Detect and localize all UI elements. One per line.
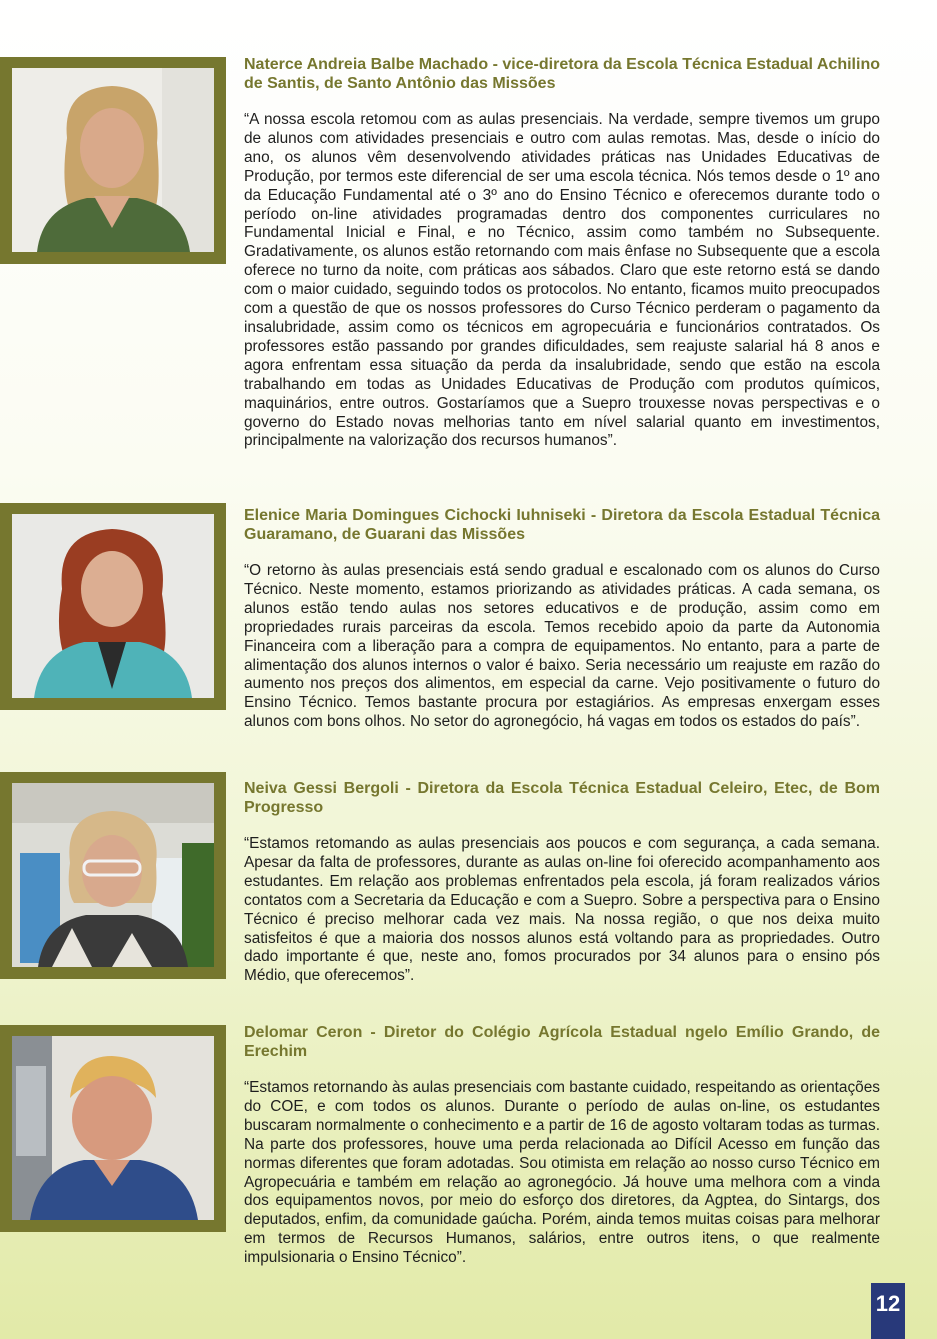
page-number-badge: 12 (871, 1283, 905, 1339)
portrait-photo-2 (12, 514, 214, 698)
photo-frame-3 (0, 772, 226, 979)
interview-quote: “Estamos retomando as aulas presenciais aos poucos e com segurança, a cada semana. Apesar da falta de professores, durante as aulas on-line foi oferecido acompanhamento aos estudantes. Em relação aos problemas enfrentados pela escola, já foram realizados vários contatos com a Secretaria da Educação e com a Suepro. Sobre a perspectiva para o Ensino Técnico é preciso melhorar cada vez mais. Na nossa região, o que nos deixa muito satisfeitos é que a maioria dos nossos alunos está voltando para as propriedades. Outro dado importante é que, neste ano, fomos procurados por 34 alunos para o ensino pós Médio, que oferecemos”. (244, 835, 880, 985)
interview-quote: “O retorno às aulas presenciais está sendo gradual e escalonado com os alunos do Curso Técnico. Neste momento, estamos priorizando as atividades práticas. A cada semana, os alunos estão tendo aulas nos setores educativos e de produção, assim como em propriedades rurais parceiras da escola. Temos recebido apoio da parte da Autonomia Financeira com a liberação para a compra de equipamentos. No entanto, para a parte de alimentação dos alunos internos o valor é baixo. Seria necessário um reajuste em razão do aumento nos preços dos alimentos, em especial da carne. Vejo positivamente o futuro do Ensino Técnico. Temos bastante procura por estagiários. As empresas enxergam esses alunos com bons olhos. No setor do agronegócio, há vagas em todos os estados do país”. (244, 562, 880, 731)
interviewee-name-title: Neiva Gessi Bergoli - Diretora da Escola Técnica Estadual Celeiro, Etec, de Bom Progresso (244, 780, 880, 816)
interviewee-name-title: Naterce Andreia Balbe Machado - vice-diretora da Escola Técnica Estadual Achilino de Santis, de Santo Antônio das Missões (244, 56, 880, 92)
entry-text-1 (244, 55, 880, 451)
portrait-photo-1 (12, 68, 214, 252)
interviewee-name-title: Delomar Ceron - Diretor do Colégio Agrícola Estadual ngelo Emílio Grando, de Erechim (244, 1024, 880, 1060)
entry-text-3 (244, 779, 880, 986)
entry-text-2 (244, 506, 880, 732)
entry-text-4 (244, 1023, 880, 1268)
interview-quote: “A nossa escola retomou com as aulas presenciais. Na verdade, sempre tivemos um grupo de alunos com atividades presenciais e outro com aulas remotas. Mas, desde o início do ano, os alunos vêm desenvolvendo atividades práticas nas Unidades Educativas de Produção, por termos este diferencial de ser uma escola técnica. Nós temos desde o 1º ano da Educação Fundamental até o 3º ano do Ensino Técnico e oferecemos durante todo o período on-line atividades programadas dentro dos componentes curriculares no Fundamental Inicial e Final, e no Técnico, assim como também no Subsequente. Gradativamente, os alunos estão retornando com mais ênfase no Subsequente que a escola oferece no turno da noite, com práticas aos sábados. Claro que este retorno está se dando com o maior cuidado, seguindo todos os protocolos. No entanto, ficamos muito preocupados com a questão de que os nossos professores do Curso Técnico perderam o pagamento da insalubridade, assim como os técnicos em agropecuária e funcionários contratados. Os professores estão passando por grandes dificuldades, sem reajuste salarial há 8 anos e agora enfrentam essa situação da perda da insalubridade, sendo que estão na escola trabalhando em todas as Unidades Educativas de Produção com produtos químicos, maquinários, entre outros. Gostaríamos que a Suepro trouxesse novas perspectivas e o governo do Estado novas melhorias tanto em nível salarial quanto em investimentos, principalmente na valorização dos recursos humanos”. (244, 111, 880, 450)
interviewee-name-title: Elenice Maria Domingues Cichocki Iuhniseki - Diretora da Escola Estadual Técnica Guaramano, de Guarani das Missões (244, 507, 880, 543)
portrait-photo-4 (12, 1036, 214, 1220)
photo-frame-2 (0, 503, 226, 710)
portrait-photo-3 (12, 783, 214, 967)
interview-quote: “Estamos retornando às aulas presenciais com bastante cuidado, respeitando as orientações do COE, e com todos os alunos. Durante o período de aulas on-line, os estudantes buscaram normalmente o conhecimento e a partir de 16 de agosto voltaram todas as turmas. Na parte dos professores, houve uma perda relacionada ao Difícil Acesso em função das normas diferentes que foram adotadas. Sou otimista em relação ao nosso curso Técnico em Agropecuária e também em relação ao agronegócio. Já houve uma melhora com a vinda dos equipamentos novos, por meio do esforço dos diretores, da Agptea, do Sintargs, dos deputados, enfim, da comunidade gaúcha. Porém, ainda temos muitas coisas para melhorar em termos de Recursos Humanos, salários, entre outros itens, o que realmente impulsionaria o Ensino Técnico”. (244, 1079, 880, 1267)
photo-frame-1 (0, 57, 226, 264)
photo-frame-4 (0, 1025, 226, 1232)
